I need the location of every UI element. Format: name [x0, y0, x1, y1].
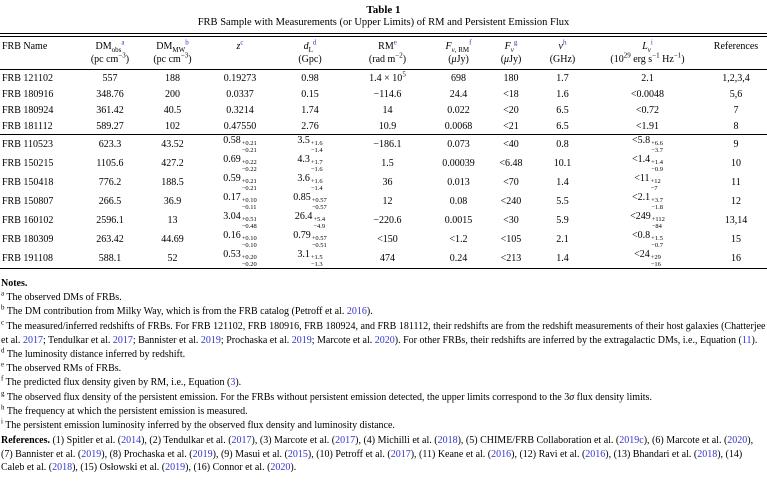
table-cell: 1.5 [381, 158, 394, 169]
table-cell: 44.69 [161, 234, 184, 245]
table-cell: 9 [733, 139, 739, 150]
table-cell: 5.5 [556, 196, 569, 207]
citation-link[interactable]: 2020 [270, 462, 291, 474]
table-cell: 5,6 [729, 88, 743, 100]
table-cell: <40 [503, 139, 519, 150]
table-cell: 0.59 +0.21 −0.21 [223, 173, 257, 192]
column-header: $L_\nu^i$ ($10^{29}$ erg $s^{-1}$ $Hz^{-1}$) [610, 38, 685, 65]
header-row [0, 35, 767, 70]
table-cell: 188.5 [161, 177, 184, 188]
table-row [0, 135, 767, 155]
table-cell: <30 [503, 215, 519, 226]
table-cell: 1.7 [556, 72, 569, 84]
table-cell: 266.5 [98, 196, 122, 207]
citation-link[interactable]: 11 [741, 334, 752, 346]
error-bounds: +1.5 −1.3 [310, 254, 323, 268]
table-cell: 16 [731, 253, 741, 264]
paper-page [0, 4, 767, 487]
error-bounds: +0.57 −0.51 [311, 235, 327, 249]
note-ref-link[interactable]: g [513, 38, 518, 47]
note-marker: c [1, 318, 5, 327]
column-header: $F_{\nu, RM}^f$ (μJy) [445, 38, 472, 65]
table-cell: 8 [733, 120, 739, 132]
table-cell: 3.6 +1.6 −1.4 [297, 173, 323, 192]
data-table [0, 33, 767, 269]
table-cell: 0.013 [447, 177, 470, 188]
table-cell: 474 [380, 253, 395, 264]
references-heading: References. [1, 435, 50, 447]
note-marker: h [1, 403, 5, 412]
table-row [0, 70, 767, 87]
table-cell: FRB 181112 [2, 120, 53, 132]
table-cell: 36 [382, 177, 393, 188]
note-ref-link[interactable]: f [469, 38, 472, 47]
error-bounds: +1.6 −1.4 [310, 178, 323, 192]
citation-link[interactable]: 2017 [390, 448, 411, 460]
table-cell: <150 [377, 234, 398, 245]
table-cell: 40.5 [163, 104, 182, 116]
table-cell: FRB 160102 [2, 215, 54, 226]
citation-link[interactable]: 3 [230, 377, 236, 389]
table-cell: 0.24 [449, 253, 468, 264]
table-cell: FRB 180924 [2, 104, 54, 116]
table-cell: 24.4 [449, 88, 468, 100]
table-cell: 10.9 [378, 120, 397, 132]
citation-link[interactable]: 2020 [727, 435, 748, 447]
table-row [0, 192, 767, 211]
table-cell: FRB 150418 [2, 177, 54, 188]
table-cell: <0.8 +1.5 −0.7 [632, 230, 663, 249]
references-paragraph: References. (1) Spitler et al. (2014), (2) Tendulkar et al. (2017), (3) Marcote et al. (2017), (4) Michilli et al. (2018), (5) CHIME/FRB Collaboration et al. (2019c), (6) Marcote et al. (2020), (7) Bannister et al. (2019), (8) Prochaska et al. (2019), (9) Masui et al. (2015), (10) Petroff et al. (2017), (11) Keane et al. (2016), (12) Ravi et al. (2016), (13) Bhandari et al. (2018), (14) Caleb et al. (2018), (15) Osłowski et al. (2019), (16) Connor et al. (2020). [1, 435, 754, 474]
table-cell: <11 +12 −7 [634, 173, 661, 192]
frb-measurements-table [0, 33, 767, 269]
table-cell: 0.022 [447, 104, 470, 116]
table-row [0, 118, 767, 135]
table-title: FRB Sample with Measurements (or Upper Limits) of RM and Persistent Emission Flux [197, 17, 570, 28]
table-row [0, 230, 767, 249]
citation-link[interactable]: 2016 [491, 448, 512, 460]
note-ref-link[interactable]: d [312, 38, 317, 47]
column-header: FRB Name [2, 41, 48, 52]
error-bounds: +0.21 −0.21 [241, 178, 257, 192]
citation-link[interactable]: 2018 [697, 448, 718, 460]
note-ref-link[interactable]: i [650, 38, 653, 47]
table-cell: 588.1 [98, 253, 122, 264]
table-cell: <18 [503, 88, 519, 100]
column-header: $DM_{obs}^a$ (pc $cm^{-3}$) [90, 38, 130, 65]
table-cell: 12 [382, 196, 393, 207]
table-cell: FRB 180916 [2, 88, 54, 100]
table-note: $^d$ The luminosity distance inferred by redshift. [1, 346, 186, 361]
table-cell: 52 [167, 253, 178, 264]
table-cell: FRB 191108 [2, 253, 54, 264]
table-cell: 0.3214 [226, 104, 254, 116]
table-cell: <20 [503, 104, 519, 116]
citation-link[interactable]: 2016 [585, 448, 606, 460]
table-cell: 11 [731, 177, 741, 188]
table-cell: <2.1 +3.7 −1.8 [632, 192, 663, 211]
table-cell: 6.5 [556, 120, 569, 132]
table-cell: 1.4 [556, 253, 569, 264]
table-cell: 7 [733, 104, 739, 116]
table-cell: 0.08 [449, 196, 468, 207]
table-cell: 0.17 +0.10 −0.11 [223, 192, 257, 211]
table-cell: <1.4 +1.4 −0.9 [632, 154, 663, 173]
error-bounds: +0.57 −0.57 [311, 197, 327, 211]
table-cell: 43.52 [161, 139, 184, 150]
citation-link[interactable]: 2018 [437, 435, 458, 447]
table-cell: 0.69 +0.22 −0.22 [223, 154, 257, 173]
error-bounds: +0.10 −0.11 [241, 197, 257, 211]
citation-link[interactable]: 2019 [81, 448, 102, 460]
table-cell: 13 [167, 215, 178, 226]
table-cell: 0.19273 [223, 72, 257, 84]
table-note: $^b$ The DM contribution from Milky Way, which is from the FRB catalog (Petroff et al. 2016). [1, 304, 373, 318]
table-cell: <213 [500, 253, 522, 264]
notes-list [1, 291, 766, 433]
error-bounds: +12 −7 [650, 178, 661, 192]
column-header: References [713, 41, 759, 52]
table-cell: 0.16 +0.10 −0.10 [223, 230, 257, 249]
table-cell: 0.15 [301, 88, 319, 100]
table-cell: <24 +29 −16 [634, 249, 661, 268]
note-ref-link[interactable]: c [240, 38, 244, 47]
error-bounds: +1.7 −1.6 [310, 159, 323, 173]
table-note: $^e$ The observed RMs of FRBs. [1, 360, 122, 375]
table-cell: <5.8 +6.6 −3.7 [632, 135, 663, 154]
table-cell: 200 [165, 88, 180, 100]
table-cell: <21 [503, 120, 519, 132]
table-cell: 1,2,3,4 [722, 72, 750, 84]
column-header: $\nu^h$ (GHz) [549, 38, 576, 65]
table-note: $^h$ The frequency at which the persistent emission is measured. [1, 403, 248, 417]
table-cell: 1.4 [556, 177, 569, 188]
table-cell: <0.72 [635, 104, 660, 116]
table-cell: 0.8 [556, 139, 569, 150]
table-cell: 0.85 +0.57 −0.57 [293, 192, 327, 211]
note-marker: i [1, 417, 3, 426]
table-cell: 3.5 +1.6 −1.4 [297, 135, 323, 154]
table-cell: 1.6 [556, 88, 569, 100]
error-bounds: +1.6 −1.4 [310, 140, 323, 154]
table-cell: FRB 150215 [2, 158, 54, 169]
error-bounds: +0.10 −0.10 [241, 235, 257, 249]
column-header: $DM_{MW}^b$ (pc $cm^{-3}$) [153, 38, 192, 65]
table-cell: 26.4 +5.4 −4.9 [294, 211, 326, 230]
table-cell: <240 [500, 196, 522, 207]
table-cell: FRB 121102 [2, 72, 54, 84]
table-cell: <0.0048 [630, 88, 665, 100]
table-row [0, 173, 767, 192]
note-marker: f [1, 375, 4, 384]
table-cell: 102 [165, 120, 180, 132]
citation-link[interactable]: 2019 [192, 448, 213, 460]
table-cell: 361.42 [96, 104, 124, 116]
table-cell: <105 [500, 234, 522, 245]
table-cell: 5.9 [556, 215, 569, 226]
note-marker: g [1, 389, 5, 398]
note-ref-link[interactable]: b [185, 38, 189, 47]
note-ref-link[interactable]: h [562, 38, 567, 47]
table-row [0, 86, 767, 102]
table-cell: 776.2 [98, 177, 122, 188]
citation-link[interactable]: 2014 [121, 435, 142, 447]
table-cell: 0.58 +0.21 −0.21 [223, 135, 257, 154]
table-row [0, 102, 767, 118]
error-bounds: +5.4 −4.9 [313, 216, 326, 230]
table-cell: 10.1 [553, 158, 572, 169]
table-cell: 348.76 [96, 88, 124, 100]
table-cell: 0.0337 [226, 88, 254, 100]
error-bounds: +112 −84 [651, 216, 665, 230]
error-bounds: +0.21 −0.21 [241, 140, 257, 154]
table-cell: 0.0068 [444, 120, 473, 132]
citation-link[interactable]: 2019c [619, 435, 644, 447]
table-cell: 0.79 +0.57 −0.51 [293, 230, 327, 249]
error-bounds: +1.4 −0.9 [651, 159, 663, 173]
table-note: $^c$ The measured/inferred redshifts of FRBs. For FRB 121102, FRB 180916, FRB 180924, and FRB 181112, their redshifts are from the redshift measurements of their host galaxies (Chatterjee et al. 2017; Tendulkar et al. 2017; Bannister et al. 2019; Prochaska et al. 2019; Marcote et al. 2020). For other FRBs, their redshifts are inferred by the extragalactic DMs, i.e., Equation (11). [1, 318, 766, 346]
note-marker: a [1, 289, 5, 298]
table-cell: −220.6 [373, 215, 402, 226]
table-cell: 4.3 +1.7 −1.6 [297, 154, 323, 173]
table-label: Table 1 [366, 4, 401, 16]
citation-link[interactable]: 2019 [200, 334, 221, 346]
table-note: $^f$ The predicted flux density given by RM, i.e., Equation (3). [1, 375, 242, 389]
citation-link[interactable]: 2017 [112, 334, 133, 346]
table-cell: 1105.6 [96, 158, 124, 169]
error-bounds: +0.22 −0.22 [241, 159, 257, 173]
table-cell: FRB 110523 [2, 139, 54, 150]
table-note: $^i$ The persistent emission luminosity inferred by the observed flux density and luminosity distance. [1, 417, 395, 432]
note-marker: e [1, 360, 5, 369]
error-bounds: +1.5 −0.7 [651, 235, 663, 249]
table-cell: 0.53 +0.20 −0.20 [223, 249, 257, 268]
citation-link[interactable]: 2019 [165, 462, 186, 474]
table-cell: <6.48 [499, 158, 523, 169]
citation-link[interactable]: 2018 [52, 462, 73, 474]
table-cell: $1.4 \times 10^5$ [369, 70, 406, 84]
table-cell: 13,14 [724, 215, 748, 226]
table-note: $^a$ The observed DMs of FRBs. [1, 289, 122, 304]
citation-link[interactable]: 2017 [335, 435, 356, 447]
table-cell: 3.04 +0.51 −0.48 [223, 211, 257, 230]
table-cell: 0.0015 [444, 215, 473, 226]
table-cell: 0.00039 [442, 158, 475, 169]
table-cell: 14 [382, 104, 393, 116]
error-bounds: +6.6 −3.7 [651, 140, 663, 154]
table-notes [0, 277, 767, 433]
citation-link[interactable]: 2017 [22, 334, 43, 346]
table-cell: 15 [731, 234, 741, 245]
table-cell: 589.27 [96, 120, 124, 132]
error-bounds: +29 −16 [650, 254, 661, 268]
table-cell: 2.1 [641, 72, 654, 84]
error-bounds: +0.20 −0.20 [241, 254, 257, 268]
table-cell: 0.073 [447, 139, 470, 150]
table-cell: 0.47550 [223, 120, 257, 132]
table-cell: −114.6 [373, 88, 402, 100]
table-cell: 2596.1 [96, 215, 124, 226]
notes-heading: Notes. [1, 278, 28, 289]
citation-link[interactable]: 2019 [291, 334, 312, 346]
table-cell: <1.91 [635, 120, 660, 132]
citation-link[interactable]: 2017 [231, 435, 252, 447]
table-cell: 36.9 [163, 196, 182, 207]
table-cell: 2.1 [556, 234, 569, 245]
citation-link[interactable]: 2016 [346, 306, 367, 318]
table-cell: −186.1 [373, 139, 402, 150]
table-cell: 623.3 [98, 139, 122, 150]
note-marker: b [1, 304, 5, 313]
error-bounds: +3.7 −1.8 [651, 197, 663, 211]
citation-link[interactable]: 2020 [374, 334, 395, 346]
table-cell: 188 [165, 72, 180, 84]
table-cell: 10 [731, 158, 741, 169]
table-cell: 263.42 [96, 234, 124, 245]
table-cell: 180 [503, 72, 519, 84]
table-cell: 698 [451, 72, 466, 84]
note-marker: d [1, 346, 5, 355]
table-cell: 557 [102, 72, 118, 84]
table-cell: 0.98 [301, 72, 319, 84]
table-cell: FRB 180309 [2, 234, 54, 245]
note-ref-link[interactable]: e [393, 38, 397, 47]
article-table-section [0, 4, 767, 475]
table-row [0, 211, 767, 230]
table-cell: 3.1 +1.5 −1.3 [297, 249, 323, 268]
table-cell: 2.76 [301, 120, 319, 132]
column-header: $RM^e$ (rad $m^{-2}$) [368, 38, 407, 65]
column-header: $d_L^d$ (Gpc) [298, 38, 322, 65]
table-cell: 12 [731, 196, 741, 207]
table-cell: 1.74 [301, 104, 319, 116]
table-cell: <249 +112 −84 [630, 211, 665, 230]
citation-link[interactable]: 2015 [287, 448, 308, 460]
table-cell: <1.2 [449, 234, 468, 245]
note-ref-link[interactable]: a [121, 38, 125, 47]
table-cell: 427.2 [161, 158, 184, 169]
column-header: $F_\nu^g$ (μJy) [500, 38, 522, 65]
table-row [0, 154, 767, 173]
table-row [0, 249, 767, 269]
table-cell: <70 [503, 177, 519, 188]
table-cell: 6.5 [556, 104, 569, 116]
table-note: $^g$ The observed flux density of the persistent emission. For the FRBs without persistent emission detected, the upper limits correspond to the 3σ flux density limits. [1, 389, 652, 403]
error-bounds: +0.51 −0.48 [241, 216, 257, 230]
table-cell: FRB 150807 [2, 196, 54, 207]
column-header: $z^c$ [236, 38, 244, 52]
